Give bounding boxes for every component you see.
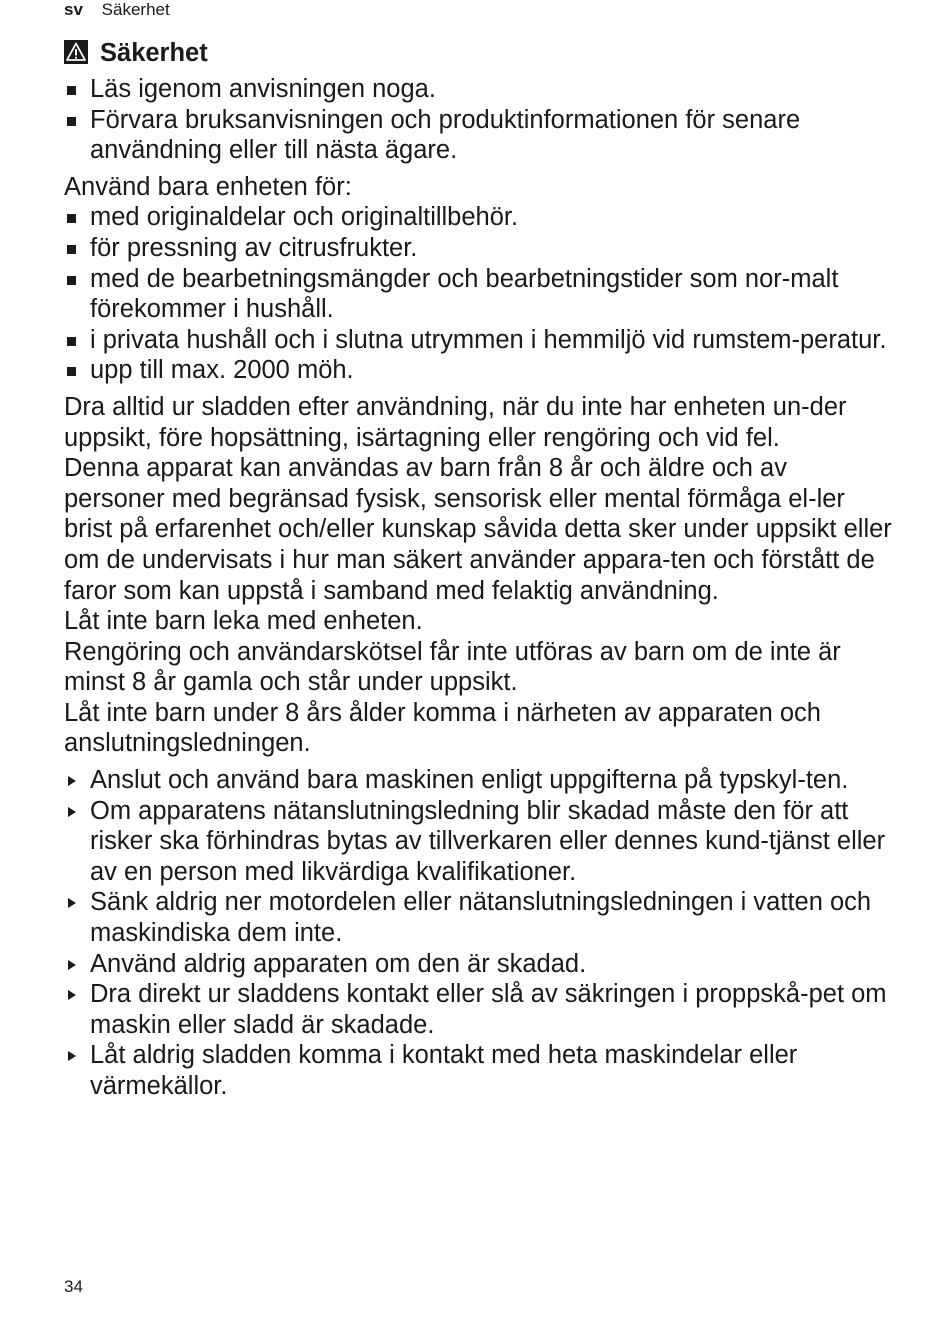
language-code: sv xyxy=(64,0,83,19)
list-item: i privata hushåll och i slutna utrymmen i hemmiljö vid rumstem-peratur. xyxy=(64,325,894,356)
use-list xyxy=(64,202,894,386)
list-item: Använd aldrig apparaten om den är skadad. xyxy=(64,949,894,980)
paragraph: Denna apparat kan användas av barn från 8 år och äldre och av personer med begränsad fysisk, sensorisk eller mental förmåga el-ler brist på erfarenhet och/eller kunskap såvida detta sker under uppsikt eller om de undervisats i hur man säkert använder appara-ten och förstått de faror som kan uppstå i samband med felaktig användning. xyxy=(64,454,892,605)
page-number: 34 xyxy=(64,1277,83,1296)
page-header xyxy=(64,0,170,20)
header-section: Säkerhet xyxy=(101,0,170,19)
list-item: upp till max. 2000 möh. xyxy=(64,355,894,386)
list-item: för pressning av citrusfrukter. xyxy=(64,233,894,264)
section-title-row xyxy=(64,38,894,68)
list-item: med de bearbetningsmängder och bearbetningstider som nor-malt förekommer i hushåll. xyxy=(64,264,894,325)
action-list xyxy=(64,765,894,1102)
safety-content xyxy=(64,38,894,1102)
list-item: Förvara bruksanvisningen och produktinformationen för senare användning eller till nästa ägare. xyxy=(64,105,894,166)
section-title: Säkerhet xyxy=(100,39,208,67)
paragraph: Låt inte barn under 8 års ålder komma i närheten av apparaten och anslutningsledningen. xyxy=(64,698,821,758)
list-item: Låt aldrig sladden komma i kontakt med heta maskindelar eller värmekällor. xyxy=(64,1040,894,1101)
paragraph: Rengöring och användarskötsel får inte utföras av barn om de inte är minst 8 år gamla och står under uppsikt. xyxy=(64,637,841,697)
list-item: Dra direkt ur sladdens kontakt eller slå av säkringen i proppskå-pet om maskin eller sladd är skadade. xyxy=(64,979,894,1040)
list-item: Om apparatens nätanslutningsledning blir skadad måste den för att risker ska förhindras bytas av tillverkaren eller dennes kund-tjänst eller av en person med likvärdiga kvalifikationer. xyxy=(64,796,894,888)
list-item: med originaldelar och originaltillbehör. xyxy=(64,202,894,233)
list-item: Läs igenom anvisningen noga. xyxy=(64,74,894,105)
use-heading: Använd bara enheten för: xyxy=(64,172,352,201)
paragraph: Låt inte barn leka med enheten. xyxy=(64,607,423,636)
list-item: Sänk aldrig ner motordelen eller nätanslutningsledningen i vatten och maskindiska dem inte. xyxy=(64,887,894,948)
paragraph: Dra alltid ur sladden efter användning, när du inte har enheten un-der uppsikt, före hopsättning, isärtagning eller rengöring och vid fel. xyxy=(64,392,847,452)
intro-list xyxy=(64,74,894,166)
warning-icon xyxy=(64,40,88,64)
list-item: Anslut och använd bara maskinen enligt uppgifterna på typskyl-ten. xyxy=(64,765,894,796)
